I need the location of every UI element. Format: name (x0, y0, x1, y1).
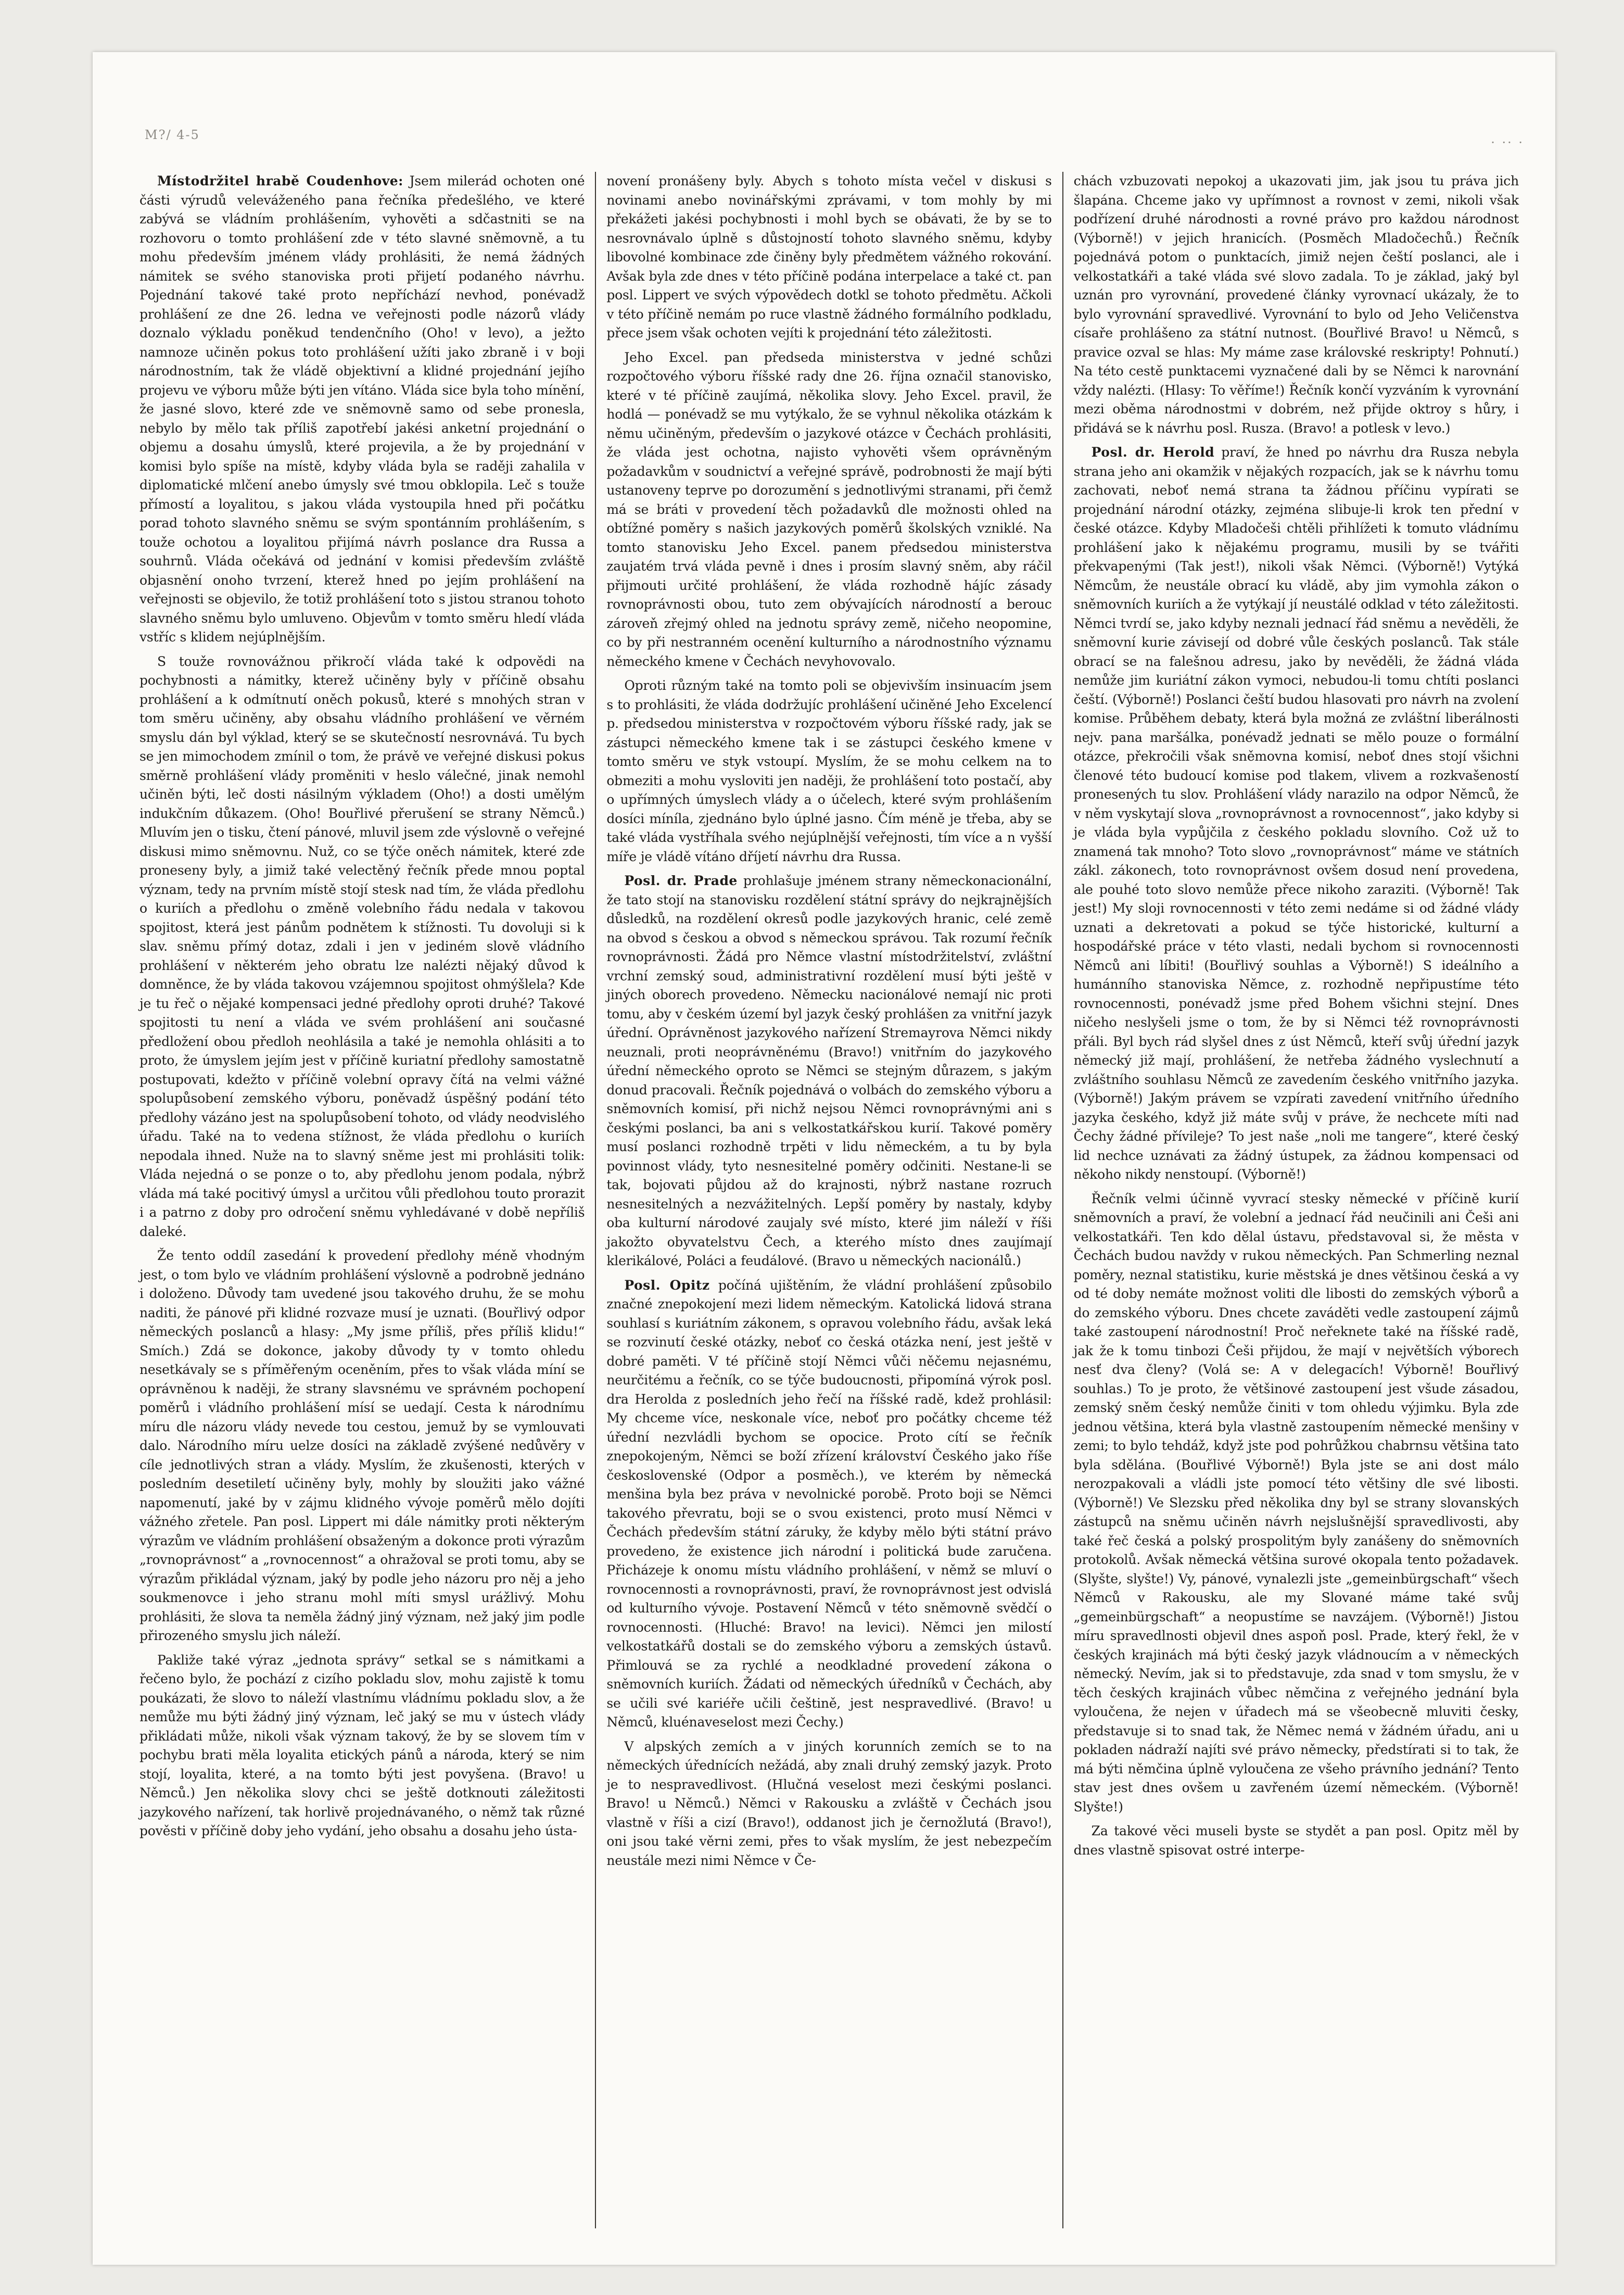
paragraph-text: Oproti různým také na tomto poli se objevivším insinuacím jsem s to prohlásiti, že vláda dodržujíc prohlášení učiněné Jeho Excelencí p. předsedou ministerstva v rozpočtovém výboru říšské rady, jak se zástupci německého kmene tak i se zástupci českého kmene v tomto směru ve styk vstoupí. Myslím, že se mohu celkem na to obmeziti a mohu vysloviti jen naději, že prohlášení toto postačí, aby o upřímných úmyslech vlády a o účelech, které svým prohlášením dosíci míníla, zjednáno bylo úplné jasno. Čím méně je třeba, aby se také vláda vystříhala svého nejúplnější veřejnosti, tím více a n vyšší míře je vládě vítáno dříjetí návrhu dra Russa. (606, 678, 1052, 864)
paragraph (1074, 1190, 1519, 1817)
column-1 (129, 172, 596, 2228)
paragraph-text: novení pronášeny byly. Abych s tohoto místa večel v diskusi s novinami anebo novinářskými zprávami, v tom mohly by mi překážeti jakési pochybnosti i mohl bych se obávati, že by se to nesrovnávalo úplně s důstojností tohoto slavného sněmu, kdyby libovolné kombinace zde činěny byly předmětem vážného rokování. Avšak byla zde dnes v této příčině podána interpelace a také ct. pan posl. Lippert ve svých výpovědech dotkl se tohoto předmětu. Ačkoli v této příčině nemám po ruce vlastně žádného formálního podkladu, přece jsem však ochoten vejíti k projednání této záležitosti. (606, 173, 1052, 341)
corner-mark: M?/ 4-5 (145, 128, 200, 142)
paragraph (606, 872, 1051, 1271)
paragraph-text: Jeho Excel. pan předseda ministerstva v jedné schůzi rozpočtového výboru říšské rady dne 26. října označil stanovisko, které v té příčině zaujímá, několika slovy. Jeho Excel. pravil, že hodlá — ponévadž se mu vytýkalo, že se vyhnul několika otázkám k němu učiněným, především o jazykové otázce v Čechách prohlásiti, že vláda jest ochotna, najisto vyhověti všem oprávněným požadavkům v soudnictví a veřejné správě, podrobnosti že mají býti ustanoveny teprve po dorozumění s jednotlivými stranami, při čemž má se bráti v provedení těch požadavků dle možnosti ohled na obtížné poměry s našich jazykových poměrů školských vzniklé. Na tomto stanovisku Jeho Excel. panem předsedou ministerstva zaujatém trvá vláda pevně i dnes i prosím slavný sněm, aby ráčil přijmouti určité prohlášení, že vláda rozhodně hájíc zásady rovnoprávnosti obou, tuto zem obývajících národností a berouc zároveň zřejmý ohled na jednotu správy země, ničeho neopomine, co by při nestranném ocenění kulturního a národnostního významu německého kmene v Čechách nevyhovovalo. (606, 349, 1052, 669)
paragraph (1074, 443, 1519, 1184)
speaker-name: Místodržitel hrabě Coudenhove: (157, 173, 403, 188)
paragraph-text: prohlašuje jménem strany německonacionální, že tato stojí na stanovisku rozdělení státní správy do nejkrajnějších důsledků, na rozdělení okresů podle jazykových hranic, celé země na obvod s českou a obvod s německou správou. Tak rozumí řečník rovnoprávnosti. Žádá pro Němce vlastní místodržitelství, zvláštní vrchní zemský soud, administrativní rozdělení musí býti ještě v jiných oborech provedeno. Německu nacionálové nemají nic proti tomu, aby v českém území byl jazyk český prohlášen za vnitřní jazyk úřední. Oprávněnost jazykového nařízení Stremayrova Němci nikdy neuznali, proti neoprávněnému (Bravo!) vnitřním do jazykového úřední německého oproto se Němci se stejným důrazem, s jakým donud pracovali. Řečník pojednává o volbách do zemského výboru a sněmovních komisí, při nichž nejsou Němci rovnoprávnými ani s českými poslanci, ba ani s velkostatkářskou kurií. Takové poměry musí poslanci rozhodně trpěti v lidu německém, a tu by byla povinnost vlády, tyto nesnesitelné poměry odčiniti. Nestane-li se tak, bojovati půjdou až do krajnosti, nýbrž nastane rozruch nesnesitelných a nezvážitelných. Lepší poměry by nastaly, kdyby oba kulturní národové zaujaly své místo, které jim náleží v říši jakožto obyvatelstvu Čech, a kterého místo dnes zaujímají klerikálové, Poláci a feudálové. (Bravo u německých nacionálů.) (606, 873, 1052, 1268)
paragraph-text: Pakliže také výraz „jednota správy“ setkal se s námitkami a řečeno bylo, že pochází z cizího pokladu slov, mohu zajistě k tomu poukázati, že slovo to náleží vlastnímu vládnímu pokladu slov, a že nemůže mu býti žádný jiný význam, leč jaký se mu v ústech vlády přikládati může, nikoli však význam takový, že by se slovem tím v pochybu brati měla loyalita etických pánů a národa, který se nim stojí, loyalita, které, a na tomto býti jest povyšena. (Bravo! u Němců.) Jen několika slovy chci se ještě dotknouti záležitosti jazykového nařízení, tak horlivě projednávaného, o němž tak různé pověsti v příčině doby jeho vydání, jeho obsahu a dosahu jeho ústa- (139, 1652, 585, 1838)
text-columns (129, 172, 1529, 2228)
paragraph-text: Řečník velmi účinně vyvrací stesky německé v příčině kurií sněmovních a praví, že volební a jednací řád neučinili ani Češi ani velkostatkáři. Ten kdo dělal ústavu, představoval si, že města v Čechách budou navždy v rukou německých. Pan Schmerling neznal poměry, neznal statistiku, kurie městská je dnes většinou česká a vy od té doby nemáte možnost voliti dle libosti do zemských výborů a do zemského výboru. Dnes chcete zaváděti vedle zastoupení zájmů také zastoupení národnostní! Proč neřeknete také na říšské radě, jak že k tomu tinbozi Češi přijdou, že mají v největších výborech nesť dva členy? (Volá se: A v delegacích! Výborně! Bouřlivý souhlas.) To je proto, že většinové zastoupení jest všude zásadou, zemský sněm český nemůže činiti v tom ohledu výjimku. Byla zde jednou většina, která byla vlastně zastoupením německé menšiny v zemi; to bylo tehdáž, když jste pod pohrůžkou chabrnsu většina tato byla sdělána. (Bouřlivé Výborně!) Byla jste se ani dost málo nerozpakovali a vládli jste pomocí této většiny dle své libosti. (Výborně!) Ve Slezsku před několika dny byl se strany slovanských zástupců na sněmu učiněn návrh nejslušnější spravedlivosti, aby také řeč česká a polský prospolitým byly zanášeny do sněmovních protokolů. Avšak německá většina surové okopala tento požadavek. (Slyšte, slyšte!) Vy, pánové, vynalezli jste „gemeinbürgschaft“ všech Němců v Rakousku, ale my Slované máme také svůj „gemeinbürgschaft“ a neopustíme se navzájem. (Výborně!) Jistou míru spravedlnosti objevil dnes aspoň posl. Prade, který řekl, že v českých krajinách má býti český jazyk vládnoucím a v německých německý. Nevím, jak si to představuje, zda snad v tom smyslu, že v těch českých krajinách vůbec němčina z veřejného jednání byla vyloučena, že nejen v úřadech má se všeobecně mluviti česky, představuje si to snad tak, že Němec nemá v žádném úřadu, ani u pokladen nádraží najíti své právo německy, předstírati si to tak, že má býti němčina úplně vyloučena ze všeho právního jednání? Tento stav jest dnes ovšem u zavřeném území německém. (Výborně! Slyšte!) (1073, 1191, 1519, 1814)
paragraph (139, 1651, 585, 1841)
paragraph (606, 172, 1051, 343)
paragraph (606, 1737, 1051, 1871)
paragraph (606, 676, 1051, 866)
paragraph-text: Že tento oddíl zasedání k provedení předlohy méně vhodným jest, o tom bylo ve vládním prohlášení výslovně a podrobně jednáno i doloženo. Důvody tam uvedené jsou takového druhu, že se mohu naditi, že pánové při klidné rozvaze musí je uznati. (Bouřlivý odpor německých poslanců a hlasy: „My jsme příliš, přes příliš klidu!“ Smích.) Zdá se dokonce, jakoby důvody ty v tomto ohledu nesetkávaly se s příměřeným oceněním, přes to však vláda míní se oprávněnou k naději, že strany slavsnému ve správném pochopení poměrů i vládního prohlášení mísí se uedají. Cesta k národnímu míru dle názoru vlády nevede tou cestou, jemuž by se vymlouvati dalo. Národního míru uelze dosíci na základě zvýšené nedůvěry v cíle jednotlivých stran a vlády. Myslím, že zkušenosti, kterých v posledním desetiletí učiněny byly, mohly by sloužiti jako vážné napomenutí, jaké by v zájmu klidného vývoje poměrů mělo dojíti vážného zřetele. Pan posl. Lippert mi dále námitky proti některým výrazům ve vládním prohlášení obsaženým a dokonce proti výrazům „rovnoprávnost“ a „rovnocennost“ a ohražoval se proti tomu, aby se výrazům přikládal význam, jaký by podle jeho názoru pro něj a jeho soukmenovce i jeho stranu mohl míti smysl urážlivý. Mohu prohlásiti, že slova ta neměla žádný jiný význam, než jaký jim podle přirozeného smyslu jich náleží. (139, 1248, 585, 1643)
paragraph (139, 1246, 585, 1646)
paragraph-text: počíná ujištěním, že vládní prohlášení způsobilo značné znepokojení mezi lidem německým. Katolická lidová strana souhlasí s kuriátním zákonem, s opravou volebního řádu, avšak leká se rozvinutí české otázky, neboť co česká otázka není, jest ještě v dobré paměti. V té příčině stojí Němci vůči něčemu nejasnému, neurčitému a řečník, co se týče budoucnosti, připomíná výrok posl. dra Herolda z posledních jeho řečí na říšské radě, kdež prohlásil: My chceme více, neskonale více, neboť pro počátky chceme též úřední nezvládli bychom se opocice. Proto cítí se řečník znepokojeným, Němci se boží zřízení království Českého jako říše československé (Odpor a posměch.), ve kterém by německá menšina byla bez práva v nevolnické porobě. Proto boji se Němci takového převratu, boji se o svou existenci, proto musí Němci v Čechách především státní záruky, že kdyby mělo býti státní právo provedeno, že existence jich národní i politická bude zaručena. Přicházeje k onomu místu vládního prohlášení, v němž se mluví o rovnocennosti a rovnoprávnosti, praví, že rovnoprávnost jest odvislá od kulturního vývoje. Postavení Němců v této sněmovně svědčí o rovnocennosti. (Hluché: Bravo! na levici). Němci jen milostí velkostatkářů dostali se do zemského výboru a zemských ústavů. Přimlouvá se za rychlé a neodkladné provedení zákona o sněmovních kuriích. Žádati od německých úředníků v Čechách, aby se učili své kariéře učili češtině, jest nespravedlivé. (Bravo! u Němců, kluénaveselost mezi Čechy.) (606, 1277, 1052, 1730)
paragraph-text: praví, že hned po návrhu dra Rusza nebyla strana jeho ani okamžik v nějakých rozpacích, jak se k návrhu tomu zachovati, neboť nemá strana ta žádnou příčinu vypírati se projednání národní otázky, zejména slibuje-li krok ten přední v české otázce. Kdyby Mladočeši chtěli přihlížeti k tomuto vládnímu prohlášení jako k nějakému programu, musili by se tvářiti překvapenými (Tak jest!), nikoli však Němci. (Výborně!) Vytýká Němcům, že neustále obrací ku vládě, aby jim vymohla zákon o sněmovních kuriích a že vytýkají jí neustálé odklad v této záležitosti. Němci tvrdí se, jako kdyby neznali jednací řád sněmu a nevěděli, že sněmovní kurie závisejí od dobré vůle českých poslanců. Tak stále obrací se na falešnou adresu, jako by nevěděli, že žádná vláda nemůže jim kuriátní zákon vymoci, nebudou-li tomu chtíti poslanci čeští. (Výborně!) Poslanci čeští budou hlasovati pro návrh na zvolení komise. Průběhem debaty, která byla možná ze zvláštní liberálnosti nejv. pana maršálka, ponévadž jednati se mělo pouze o formální otázce, překročili však sněmovna komisí, neboť dnes stojí všichni členové této budoucí komise pod tlakem, vlivem a rozkvašeností pronesených tu slov. Prohlášení vlády narazilo na odpor Němců, že v něm vyskytají slova „rovnoprávnost a rovnocennost“, jako kdyby si je vláda byla vypůjčila z českého pokladu slovního. Což už to znamená tak mnoho? Toto slovo „rovnoprávnost“ máme ve státních zákl. zákonech, toto rovnoprávnost ovšem dosud není provedena, ale pouhé toto slovo nemůže přece nikoho zaraziti. (Výborně! Tak jest!) My sloji rovnocennosti v této zemi nedáme si od žádné vlády uznati a dekretovati a pokud se týče historické, kulturní a hospodářské práce v této vlasti, nedali bychom si rovnocennosti Němců ani líbiti! (Bouřlivý souhlas a Výborně!) S ideálního a humánního stanoviska Němce, z. rozhodně nepřipustíme této rovnocennosti, ponévadž jsme před Bohem všichni stejní. Dnes ničeho neslyšeli jsme o tom, že by si Němci též rovnoprávnosti přáli. Byl bych rád slyšel dnes z úst Němců, kteří svůj úřední jazyk německý již mají, prohlášení, že netřeba žádného vyslechnutí a zvláštního souhlasu Němců ze zavedením českého vnitřního jazyka. (Výborně!) Jakým právem se vzpírati zavedení vnitřního úředního jazyka českého, když již máte svůj v práve, že nechcete míti nad Čechy žádné přívileje? To jest naše „noli me tangere“, které český lid nechce uznávati za žádný ústupek, za žádnou kompensaci od někoho nikdy nenstoupí. (Výborně!) (1073, 445, 1519, 1182)
paragraph (606, 348, 1051, 672)
paragraph (139, 652, 585, 1242)
speaker-name: Posl. dr. Herold (1091, 445, 1215, 460)
paragraph-text: Jsem milerád ochoten oné části výrudů veleváženého pana řečníka předešlého, ve které zabývá se vládním prohlášením, vyhověti a sdčastniti se na rozhovoru o tomto prohlášení zde v této slavné sněmovně, a tu mohu především jménem vlády prohlásiti, že nemá žádných námitek se svého stanoviska proti přijetí podaného návrhu. Pojednání takové také proto nepříchází nevhod, ponévadž prohlášení ze dne 26. ledna ve veřejnosti podle názorů vlády doznalo výkladu poněkud tendenčního (Oho! v levo), a ježto namnoze učiněn pokus toto prohlášení užíti jako zbraně i v boji národnostním, tak že vládě objektivní a klidné projednání jejího projevu ve výboru může býti jen vítáno. Vláda sice byla toho mínění, že jasné slovo, které zde ve sněmovně samo od sebe pronesla, nebylo by mělo tak příliš zapotřebí jakési anketní projednání o objemu a dosahu úmyslů, které projevila, a že by projednání v komisi bylo spíše na místě, kdyby vláda byla se raději zahalila v diplomatické mlčení anebo úmysly své tmou obklopila. Leč s touže přímostí a loyalitou, s jakou vláda vystoupila hned při počátku porad tohoto slavného sněmu se svým spontánním prohlášením, s touže ochotou a loyalitou přijímá návrh poslance dra Russa a souhrnů. Vláda očekává od jednání v komisi především zvláště objasnění onoho tvrzení, kterež hned po jejím prohlášení na veřejnosti se objevilo, že totiž prohlášení toto s jistou stranou tohoto slavného sněmu bylo umluveno. Objevům v tomto směru hledí vláda vstříc s klidem nejúplnějším. (139, 173, 585, 645)
speaker-name: Posl. Opitz (624, 1277, 710, 1293)
paragraph-text: V alpských zemích a v jiných korunních zemích se to na německých úřednících nežádá, aby znali druhý zemský jazyk. Proto je to nespravedlivost. (Hlučná veselost mezi českými poslanci. Bravo! u Němců.) Němci v Rakousku a zvláště v Čechách jsou vlastně v říši a cizí (Bravo!), oddanost jich je černožlutá (Bravo!), oni jsou také věrni zemi, přes to však myslím, že jest nebezpečím neustále mezi nimi Němce v Če- (606, 1738, 1052, 1868)
paragraph (139, 172, 585, 647)
column-3 (1063, 172, 1529, 2228)
speaker-name: Posl. dr. Prade (624, 873, 738, 888)
paragraph-text: S touže rovnovážnou přikročí vláda také k odpovědi na pochybnosti a námitky, kterež učiněny byly v příčině obsahu prohlášení a k odmítnutí oněch pokusů, které s mnohých stran v tom směru učiněny, aby obsahu vládního prohlášení ve věrném smyslu dán byl výklad, který se se skutečností nesrovnává. Tu bych se jen mimochodem zmínil o tom, že právě ve veřejné diskusi pokus směrně prohlášení vlády proměniti v heslo válečné, jinak nemohl učiněn býti, leč dosti násilným výkladem (Oho!) a dosti umělým indukčním důkazem. (Oho! Bouřlivé přerušení se strany Němců.) Mluvím jen o tisku, čtení pánové, mluvil jsem zde výslovně o veřejné diskusi mimo sněmovnu. Nuž, co se týče oněch námitek, které zde proneseny byly, a jimiž také velectěný řečník přede mnou poptal význam, tedy na prvním místě stojí stesk nad tím, že vláda předlohu o kuriích a předlohu o změně volebního řádu nedala v takovou spojitost, která jest pánům podnětem k stížnosti. Tu dovoluji si k slav. sněmu přímý dotaz, zdali i jen v jediném slově vládního prohlášení v některém jeho obratu lze nalézti nějaký důvod k domněnce, že by vláda takovou vzájemnou spojitost ohmýšlela? Kde je tu řeč o nějaké kompensaci jedné předlohy oproti druhé? Takové spojitosti tu není a vláda ve svém prohlášení ani současné předložení obou předloh neohlásila a také je nemohla ohlásiti a to proto, že úmyslem jejím jest v příčině kuriatní předlohy samostatně postupovati, kdežto v příčině volební opravy čítá na velmi vážné spolupůsobení zemského výboru, poněvadž úspěšný podání této předlohy vázáno jest na spolupůsobení tohoto, od vlády neodvislého úřadu. Také na to vedena stížnost, že vláda předlohu o kuriích nepodala ihned. Nuže na to slavný sněme jest mi prohlásiti tolik: Vláda nejedná o se ponze o to, aby předlohu jenom podala, nýbrž vláda má také pocitivý úmysl a určitou vůli předlohou touto prorazit i a patrno z doby pro odročení sněmu vyhledávané v době nepříliš daleké. (139, 653, 585, 1239)
paragraph (606, 1276, 1051, 1732)
paragraph-text: Za takové věci museli byste se stydět a pan posl. Opitz měl by dnes vlastně spisovat ostré interpe- (1073, 1823, 1519, 1858)
page-stamp: · ·· · (1491, 135, 1524, 150)
paragraph (1074, 1822, 1519, 1860)
paragraph (1074, 172, 1519, 438)
paragraph-text: chách vzbuzovati nepokoj a ukazovati jim, jak jsou tu práva jich šlapána. Chceme jako vy upřímnost a rovnost v zemi, nikoli však podřízení druhé národnosti a rovné právo pro každou národnost (Výborně!) v jejich hranicích. (Posměch Mladočechů.) Řečník pojednává potom o punktacích, jimiž nejen čeští poslanci, ale i velkostatkáři a také vláda své slovo zadala. To je základ, jaký byl uznán pro vyrovnání, provedené články vyrovnací ukázaly, že to bylo vyrovnání spravedlivé. Vyrovnání to bylo od Jeho Veličenstva císaře prohlášeno za státní nutnost. (Bouřlivé Bravo! u Němců, s pravice ozval se hlas: My máme zase královské reskripty! Pohnutí.) Na této cestě punktacemi vyznačené dali by se Němci k narovnání vždy nalézti. (Hlasy: To věříme!) Řečník končí vyzváním k vyrovnání mezi oběma národnostmi v dobrém, než přijde oktroy s hůry, i přidává se k návrhu posl. Rusza. (Bravo! a potlesk v levo.) (1073, 173, 1519, 436)
column-2 (596, 172, 1063, 2228)
newspaper-page (93, 52, 1555, 2265)
